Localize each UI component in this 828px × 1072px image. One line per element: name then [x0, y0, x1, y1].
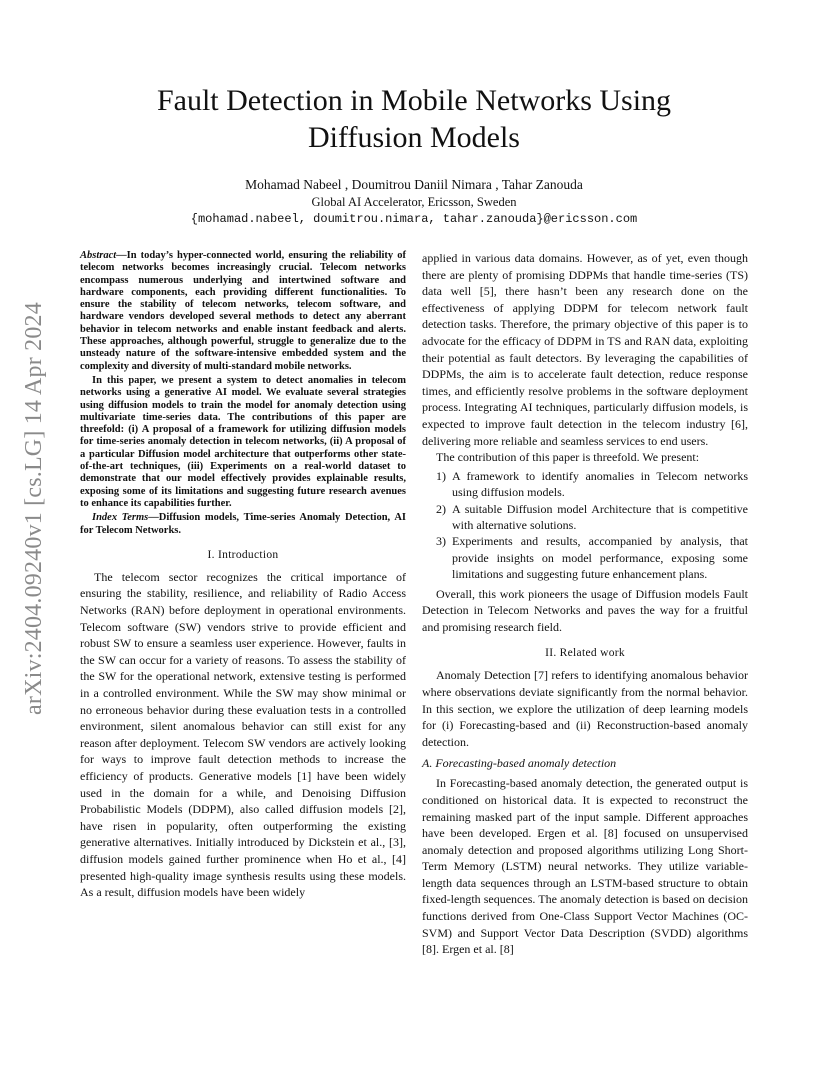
abstract-para-2: In this paper, we present a system to detect anomalies in telecom networks using a generative AI model. We evaluate several strategies using diffusion models to train the model for anomaly detection using multivariate time-series data. The contributions of this paper are threefold: (i) A proposal of a framework for utilizing diffusion models for time-series anomaly detection in telecom networks, (ii) A proposal of a particular Diffusion model architecture that outperforms other state-of-the-art techniques, (iii) Experiments on a real-world dataset to demonstrate that our model effectively provides explainable results, exposing some of its limitations and suggesting future research avenues to enhance its capabilities further. — [80, 374, 406, 509]
arxiv-identifier: arXiv:2404.09240v1 [cs.LG] 14 Apr 2024 — [20, 301, 47, 715]
index-terms-text: —Diffusion models, Time-series Anomaly Detection, AI for Telecom Networks. — [80, 512, 406, 536]
left-column — [80, 250, 406, 901]
list-text: Experiments and results, accompanied by analysis, that provide insights on model performance, exposing some limitations and suggesting future enhancement plans. — [452, 534, 748, 582]
abstract — [80, 250, 406, 537]
title-line-1: Fault Detection in Mobile Networks Using — [156, 84, 672, 117]
list-item — [422, 468, 748, 501]
intro-paragraph: The telecom sector recognizes the critical importance of ensuring the stability, resilience, and reliability of Radio Access Networks (RAN) before deployment in operational environments. Telecom software (SW) vendors strive to provide efficient and robust SW to ensure a seamless user experience. However, faults in the SW can occur for a variety of reasons. To assess the stability of the SW for the operational network, extensive testing is performed in a controlled environment. While the SW may show minimal or no erroneous behavior during these evaluation tests in a controlled environment, silent anomalous behavior can still exist for any reason after deployment. Telecom SW vendors are actively looking for ways to improve fault detection methods to increase the efficiency of products. Generative models [1] have been widely used in the domain for a while, and Denoising Diffusion Probabilistic Models (DDPM), also called diffusion models [2], have risen in popularity, often outperforming the existing generative alternatives. Initially introduced by Dickstein et al., [3], diffusion models gained further prominence when Ho et al., [4] presented high-quality image synthesis results using these models. As a result, diffusion models have been widely — [80, 569, 406, 900]
section-heading-related-work: II. Related work — [545, 647, 625, 660]
introduction-body — [80, 569, 406, 901]
forecasting-paragraph: In Forecasting-based anomaly detection, the generated output is conditioned on historical data. It is expected to reconstruct the remaining masked part of the input sample. Different approaches have been developed. Ergen et al. [8] focused on unsupervised anomaly detection and proposed algorithms utilizing Long Short-Term Memory (LSTM) neural networks. They utilize variable-length data sequences through an LSTM-based structure to obtain fixed-length sequences. The anomaly detection is based on decision functions derived from One-Class Support Vector Machines (OC-SVM) and Support Vector Data Description (SVDD) algorithms [8]. Ergen et al. [8] — [422, 776, 748, 957]
overall-paragraph: Overall, this work pioneers the usage of Diffusion models Fault Detection in Telecom Networks and paves the way for a fruitful and promising research field. — [422, 586, 748, 634]
contribution-lead: The contribution of this paper is threefold. We present: — [436, 450, 700, 465]
list-number: 3) — [436, 534, 446, 549]
abstract-text: —In today’s hyper-connected world, ensuring the reliability of telecom networks becomes increasingly crucial. Telecom networks encompass numerous underlying and intertwined software and hardware components, each providing different functionalities. To ensure the stability of telecom networks, telecom software, and hardware vendors developed several methods to detect any aberrant behavior in telecom networks and enable instant feedback and alerts. These approaches, although powerful, struggle to generalize due to the unsteady nature of the software-intensive embedded system and the complexity and diversity of multi-standard mobile networks. — [80, 250, 406, 372]
abstract-para-1 — [80, 250, 406, 373]
index-terms-label: Index Terms — [92, 512, 149, 524]
related-work-paragraph: Anomaly Detection [7] refers to identifying anomalous behavior where observations deviate significantly from the normal behavior. In this section, we explore the utilization of deep learning models for (i) Forecasting-based and (ii) Reconstruction-based anomaly detection. — [422, 668, 748, 749]
subsection-heading-forecasting: A. Forecasting-based anomaly detection — [422, 756, 617, 771]
right-body — [422, 250, 748, 958]
section-heading-introduction: I. Introduction — [207, 548, 279, 561]
author-list: Mohamad Nabeel , Doumitrou Daniil Nimara , Tahar Zanouda — [245, 177, 583, 192]
list-item — [422, 533, 748, 582]
list-number: 1) — [436, 468, 446, 483]
list-text: A framework to identify anomalies in Telecom networks using diffusion models. — [452, 468, 748, 500]
affiliation: Global AI Accelerator, Ericsson, Sweden — [311, 195, 517, 209]
author-emails: {mohamad.nabeel, doumitrou.nimara, tahar.zanouda}@ericsson.com — [190, 212, 638, 226]
contribution-list — [422, 468, 748, 583]
right-column — [422, 250, 748, 958]
arxiv-sidebar — [16, 283, 52, 733]
abstract-label: Abstract — [80, 250, 117, 261]
list-number: 2) — [436, 501, 446, 516]
intro-continuation: applied in various data domains. However, as of yet, even though there are plenty of promising DDPMs that handle time-series (TS) data well [5], there hasn’t been any research done on the effectiveness of applying DDPM for telecom network fault detection tasks. Therefore, the primary objective of this paper is to advocate for the efficacy of DDPM in TS and RAN data, exploiting their potential as fault detectors. By leveraging the capabilities of DDPMs, the aim is to accelerate fault detection, reduce response times, and efficiently resolve problems in the software deployment process. Integrating AI techniques, particularly diffusion models, is expected to improve fault detection in the telecom industry [6], delivering more reliable and seamless services to end users. — [422, 251, 748, 448]
paper-title — [80, 82, 748, 156]
list-text: A suitable Diffusion model Architecture that is competitive with alternative solutions. — [452, 501, 748, 532]
title-line-2: Diffusion Models — [308, 121, 520, 154]
index-terms — [80, 512, 406, 537]
list-item — [422, 501, 748, 534]
